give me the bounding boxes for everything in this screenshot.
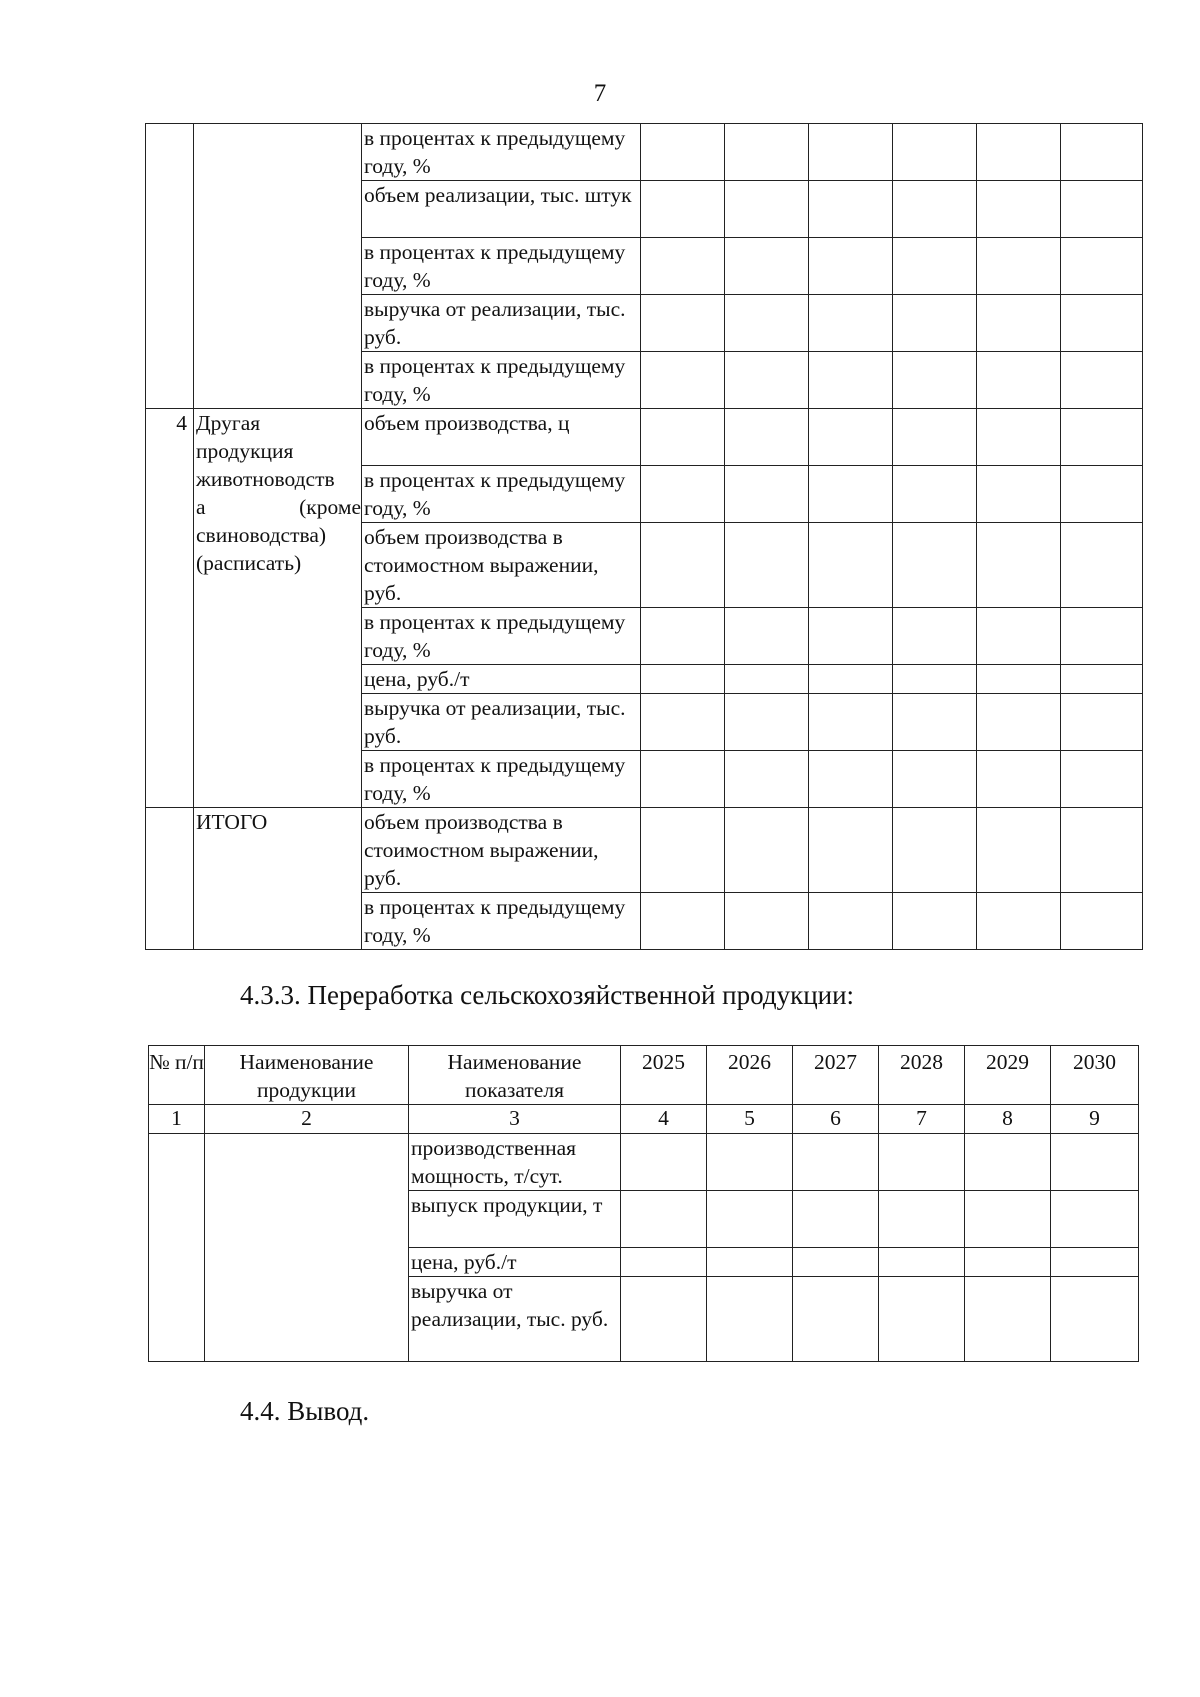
value-cell[interactable] [1061, 893, 1143, 950]
value-cell[interactable] [893, 523, 977, 608]
value-cell[interactable] [809, 295, 893, 352]
value-cell[interactable] [809, 124, 893, 181]
value-cell[interactable] [1051, 1134, 1139, 1191]
table-row [146, 124, 1143, 181]
value-cell[interactable] [641, 124, 725, 181]
value-cell[interactable] [641, 181, 725, 238]
column-number: 9 [1051, 1105, 1139, 1134]
value-cell[interactable] [893, 665, 977, 694]
table-row [146, 409, 1143, 466]
header-year: 2028 [879, 1046, 965, 1105]
value-cell[interactable] [641, 523, 725, 608]
value-cell[interactable] [977, 295, 1061, 352]
value-cell[interactable] [707, 1248, 793, 1277]
column-number: 1 [149, 1105, 205, 1134]
column-number-row [149, 1105, 1139, 1134]
group-name-line: свиноводства) [196, 523, 327, 547]
value-cell[interactable] [621, 1277, 707, 1362]
value-cell[interactable] [977, 893, 1061, 950]
value-cell[interactable] [893, 181, 977, 238]
column-number: 4 [621, 1105, 707, 1134]
indicator-cell: в процентах к предыдущему году, % [362, 608, 641, 665]
value-cell[interactable] [725, 523, 809, 608]
value-cell[interactable] [793, 1248, 879, 1277]
value-cell[interactable] [809, 808, 893, 893]
value-cell[interactable] [725, 808, 809, 893]
value-cell[interactable] [809, 523, 893, 608]
indicator-cell: в процентах к предыдущему году, % [362, 466, 641, 523]
header-year: 2026 [707, 1046, 793, 1105]
value-cell[interactable] [1061, 352, 1143, 409]
group-name-line: (расписать) [196, 551, 302, 575]
value-cell[interactable] [1061, 238, 1143, 295]
value-cell[interactable] [641, 409, 725, 466]
column-number: 2 [205, 1105, 409, 1134]
processing-table [148, 1045, 1139, 1362]
indicator-cell: выручка от реализации, тыс. руб. [409, 1277, 621, 1362]
value-cell[interactable] [893, 893, 977, 950]
number-cell [149, 1134, 205, 1362]
column-number: 8 [965, 1105, 1051, 1134]
value-cell[interactable] [809, 238, 893, 295]
value-cell[interactable] [793, 1277, 879, 1362]
column-number: 3 [409, 1105, 621, 1134]
page-number: 7 [593, 80, 607, 107]
value-cell[interactable] [707, 1134, 793, 1191]
value-cell[interactable] [707, 1277, 793, 1362]
value-cell[interactable] [809, 608, 893, 665]
value-cell[interactable] [725, 352, 809, 409]
indicator-cell: производственная мощность, т/сут. [409, 1134, 621, 1191]
value-cell[interactable] [977, 808, 1061, 893]
group-name-line: Другая [196, 411, 261, 435]
value-cell[interactable] [965, 1277, 1051, 1362]
value-cell[interactable] [725, 694, 809, 751]
value-cell[interactable] [641, 808, 725, 893]
number-cell [146, 124, 194, 409]
header-indicator: Наименование показателя [409, 1046, 621, 1105]
header-year: 2027 [793, 1046, 879, 1105]
value-cell[interactable] [809, 893, 893, 950]
group-name-line: животноводств [196, 467, 335, 491]
indicator-cell: объем производства в стоимостном выражении, руб. [362, 808, 641, 893]
value-cell[interactable] [893, 409, 977, 466]
section-heading-4-4: 4.4. Вывод. [240, 1396, 370, 1426]
value-cell[interactable] [1061, 694, 1143, 751]
value-cell[interactable] [977, 238, 1061, 295]
column-number: 5 [707, 1105, 793, 1134]
column-number: 7 [879, 1105, 965, 1134]
value-cell[interactable] [977, 751, 1061, 808]
value-cell[interactable] [725, 295, 809, 352]
value-cell[interactable] [1061, 124, 1143, 181]
value-cell[interactable] [1061, 665, 1143, 694]
value-cell[interactable] [621, 1191, 707, 1248]
value-cell[interactable] [641, 694, 725, 751]
indicator-cell: цена, руб./т [362, 665, 641, 694]
value-cell[interactable] [641, 608, 725, 665]
indicator-cell: объем производства в стоимостном выражении, руб. [362, 523, 641, 608]
product-name-cell [194, 124, 362, 409]
value-cell[interactable] [977, 352, 1061, 409]
value-cell[interactable] [641, 893, 725, 950]
value-cell[interactable] [893, 808, 977, 893]
indicator-cell: выпуск продукции, т [409, 1191, 621, 1248]
value-cell[interactable] [893, 295, 977, 352]
value-cell[interactable] [1051, 1191, 1139, 1248]
value-cell[interactable] [977, 409, 1061, 466]
group-name-cell [194, 409, 362, 808]
value-cell[interactable] [621, 1134, 707, 1191]
total-name-cell: ИТОГО [194, 808, 362, 950]
value-cell[interactable] [1061, 608, 1143, 665]
value-cell[interactable] [725, 665, 809, 694]
indicator-cell: выручка от реализации, тыс. руб. [362, 295, 641, 352]
value-cell[interactable] [977, 694, 1061, 751]
value-cell[interactable] [1061, 523, 1143, 608]
value-cell[interactable] [809, 181, 893, 238]
value-cell[interactable] [725, 466, 809, 523]
table-row [146, 808, 1143, 893]
value-cell[interactable] [641, 238, 725, 295]
value-cell[interactable] [1061, 466, 1143, 523]
value-cell[interactable] [977, 466, 1061, 523]
value-cell[interactable] [977, 181, 1061, 238]
value-cell[interactable] [893, 466, 977, 523]
section-heading-4-3-3: 4.3.3. Переработка сельскохозяйственной продукции: [240, 980, 855, 1010]
number-cell [146, 808, 194, 950]
header-product: Наименование продукции [205, 1046, 409, 1105]
value-cell[interactable] [793, 1134, 879, 1191]
value-cell[interactable] [725, 409, 809, 466]
value-cell[interactable] [1061, 751, 1143, 808]
header-num: № п/п [149, 1046, 205, 1105]
value-cell[interactable] [809, 665, 893, 694]
product-name-cell [205, 1134, 409, 1362]
value-cell[interactable] [879, 1248, 965, 1277]
indicator-cell: объем производства, ц [362, 409, 641, 466]
group-name-line: а (кроме [196, 495, 361, 519]
value-cell[interactable] [793, 1191, 879, 1248]
column-number: 6 [793, 1105, 879, 1134]
value-cell[interactable] [725, 124, 809, 181]
header-row [149, 1046, 1139, 1105]
livestock-production-table [145, 123, 1143, 950]
value-cell[interactable] [725, 608, 809, 665]
header-year: 2029 [965, 1046, 1051, 1105]
value-cell[interactable] [893, 751, 977, 808]
value-cell[interactable] [641, 295, 725, 352]
value-cell[interactable] [1061, 409, 1143, 466]
indicator-cell: в процентах к предыдущему году, % [362, 238, 641, 295]
value-cell[interactable] [965, 1134, 1051, 1191]
value-cell[interactable] [641, 466, 725, 523]
value-cell[interactable] [809, 352, 893, 409]
value-cell[interactable] [809, 751, 893, 808]
value-cell[interactable] [879, 1134, 965, 1191]
indicator-cell: выручка от реализации, тыс. руб. [362, 694, 641, 751]
table-row [149, 1134, 1139, 1191]
group-name-line: продукция [196, 439, 294, 463]
indicator-cell: в процентах к предыдущему году, % [362, 124, 641, 181]
value-cell[interactable] [893, 694, 977, 751]
header-year: 2030 [1051, 1046, 1139, 1105]
value-cell[interactable] [725, 238, 809, 295]
value-cell[interactable] [977, 665, 1061, 694]
value-cell[interactable] [1051, 1248, 1139, 1277]
value-cell[interactable] [965, 1191, 1051, 1248]
value-cell[interactable] [893, 352, 977, 409]
value-cell[interactable] [879, 1191, 965, 1248]
value-cell[interactable] [977, 608, 1061, 665]
value-cell[interactable] [725, 893, 809, 950]
value-cell[interactable] [893, 238, 977, 295]
value-cell[interactable] [965, 1248, 1051, 1277]
value-cell[interactable] [893, 124, 977, 181]
indicator-cell: цена, руб./т [409, 1248, 621, 1277]
value-cell[interactable] [977, 124, 1061, 181]
value-cell[interactable] [725, 181, 809, 238]
value-cell[interactable] [1061, 295, 1143, 352]
value-cell[interactable] [1061, 181, 1143, 238]
value-cell[interactable] [1051, 1277, 1139, 1362]
value-cell[interactable] [893, 608, 977, 665]
indicator-cell: объем реализации, тыс. штук [362, 181, 641, 238]
indicator-cell: в процентах к предыдущему году, % [362, 751, 641, 808]
value-cell[interactable] [809, 466, 893, 523]
value-cell[interactable] [707, 1191, 793, 1248]
value-cell[interactable] [621, 1248, 707, 1277]
value-cell[interactable] [879, 1277, 965, 1362]
value-cell[interactable] [641, 665, 725, 694]
indicator-cell: в процентах к предыдущему году, % [362, 352, 641, 409]
value-cell[interactable] [809, 694, 893, 751]
group-number-cell: 4 [146, 409, 194, 808]
value-cell[interactable] [641, 751, 725, 808]
header-year: 2025 [621, 1046, 707, 1105]
value-cell[interactable] [641, 352, 725, 409]
indicator-cell: в процентах к предыдущему году, % [362, 893, 641, 950]
value-cell[interactable] [1061, 808, 1143, 893]
value-cell[interactable] [977, 523, 1061, 608]
value-cell[interactable] [725, 751, 809, 808]
value-cell[interactable] [809, 409, 893, 466]
